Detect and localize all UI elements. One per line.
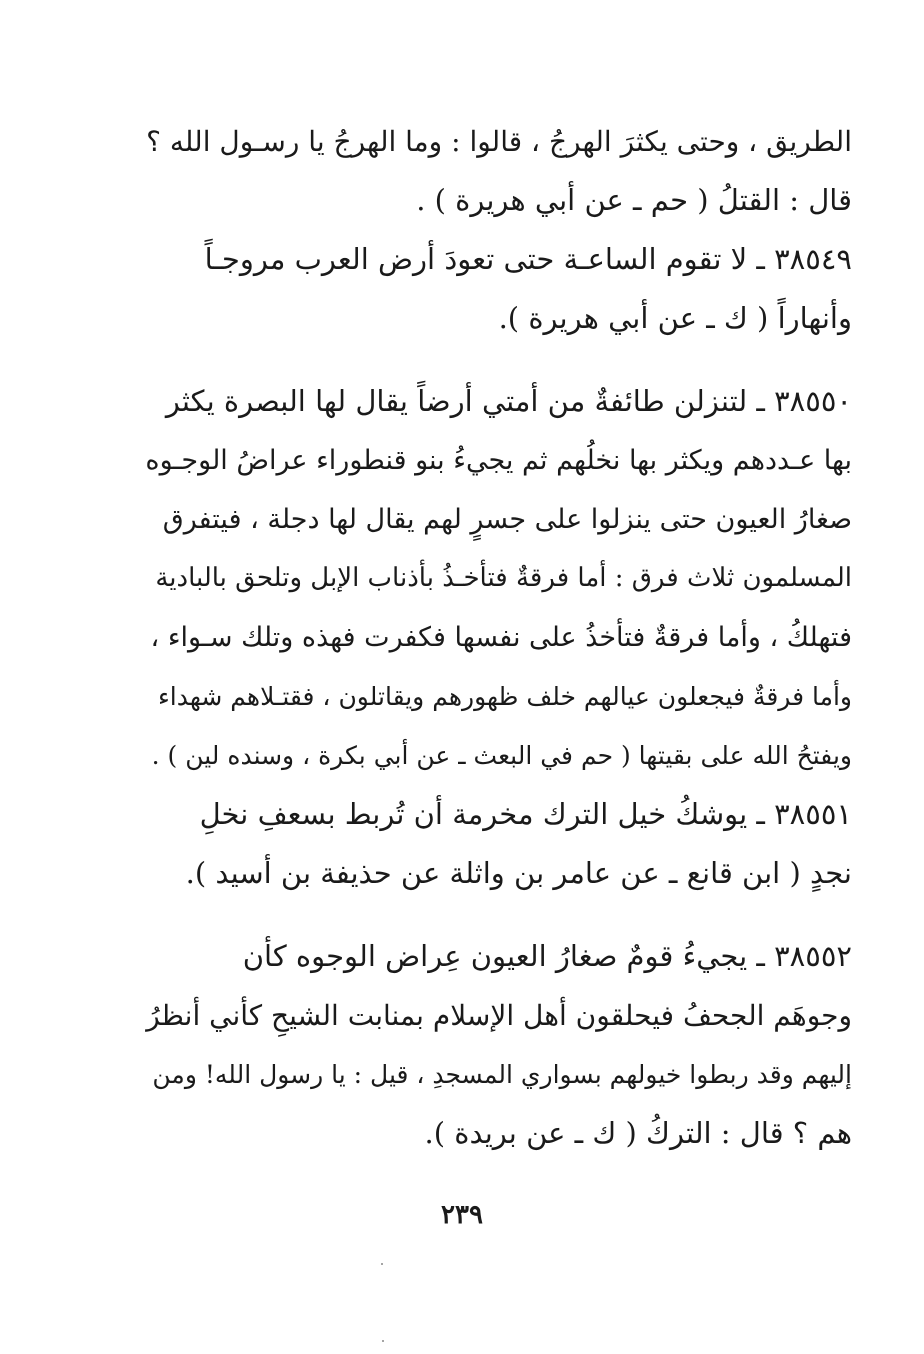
text-line: بها عـددهم ويكثر بها نخلُهم ثم يجيءُ بنو قنطوراء عراضُ الوجـوه [145,445,852,476]
text-line: ويفتحُ الله على بقيتها ( حم في البعث ـ عن أبي بكرة ، وسنده لين ) . [151,741,852,770]
text-line: وأما فرقةٌ فيجعلون عيالهم خلف ظهورهم ويقاتلون ، فقتـلاهم شهداء [158,682,852,711]
body-text [140,112,852,1163]
paragraph-hadith-38552 [140,927,852,1163]
text-line: وأنهاراً ( ك ـ عن أبي هريرة ). [498,301,852,335]
text-line: ٣٨٥٤٩ ـ لا تقوم الساعـة حتى تعودَ أرض العرب مروجـاً [204,242,852,276]
paragraph-hadith-38549 [140,230,852,348]
text-line: قال : القتلُ ( حم ـ عن أبي هريرة ) . [416,183,852,217]
text-line: هم ؟ قال : التركُ ( ك ـ عن بريدة ). [424,1116,852,1150]
paragraph-hadith-38551 [140,785,852,903]
text-line: وجوهَم الجحفُ فيحلقون أهل الإسلام بمنابت الشيحِ كأني أنظرُ [146,999,852,1032]
page-number: ٢٣٩ [441,1200,483,1230]
paragraph-hadith-38550 [140,372,852,785]
paragraph-gap [140,348,852,372]
scan-speck [382,1340,384,1342]
text-line: إليهم وقد ربطوا خيولهم بسواري المسجدِ ، قيل : يا رسول الله! ومن [152,1060,852,1089]
text-line: الطريق ، وحتى يكثرَ الهرجُ ، قالوا : وما الهرجُ يا رسـول الله ؟ [146,125,852,158]
paragraph-gap [140,903,852,927]
text-line: ٣٨٥٥٢ ـ يجيءُ قومٌ صغارُ العيون عِراض الوجوه كأن [242,939,852,973]
text-line: ٣٨٥٥١ ـ يوشكُ خيل الترك مخرمة أن تُربط بسعفِ نخلِ [199,797,852,831]
text-line: صغارُ العيون حتى ينزلوا على جسرٍ لهم يقال لها دجلة ، فيتفرق [162,504,852,535]
text-line: فتهلكُ ، وأما فرقةٌ فتأخذُ على نفسها فكفرت فهذه وتلك سـواء ، [150,622,852,653]
text-line: المسلمون ثلاث فرق : أما فرقةٌ فتأخـذُ بأذناب الإبل وتلحق بالبادية [155,563,852,593]
scan-speck [381,1263,383,1265]
text-line: ٣٨٥٥٠ ـ لتنزلن طائفةٌ من أمتي أرضاً يقال لها البصرة يكثر [165,384,852,418]
paragraph-hadith-continuation [140,112,852,230]
text-line: نجدٍ ( ابن قانع ـ عن عامر بن واثلة عن حذيفة بن أسيد ). [185,856,852,890]
